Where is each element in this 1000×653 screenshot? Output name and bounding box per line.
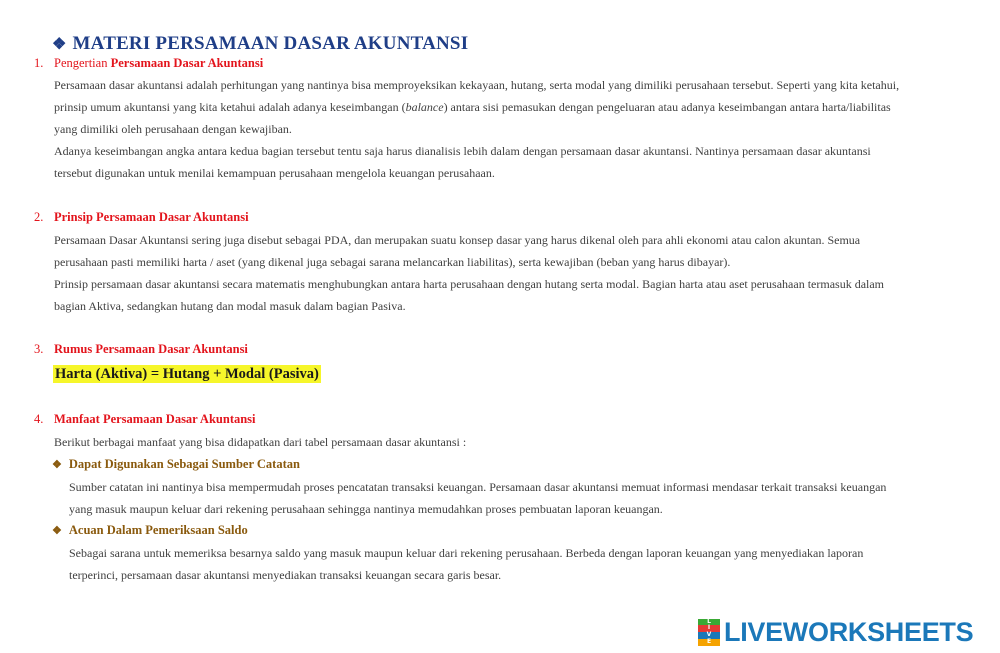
benefit-1-heading: [52, 457, 300, 472]
section-heading-text: Persamaan Dasar Akuntansi: [110, 56, 264, 70]
logo-text: LIVEWORKSHEETS: [724, 616, 974, 647]
paragraph-line: Persamaan Dasar Akuntansi sering juga disebut sebagai PDA, dan merupakan suatu konsep dasar yang harus dikenal oleh para ahli ekonomi atau calon akuntan. Semua: [54, 233, 861, 247]
logo-mark-letter: L: [698, 619, 720, 626]
diamond-bullet-icon: ❖: [52, 459, 62, 471]
diamond-bullet-icon: ❖: [52, 36, 67, 53]
section-heading-text: Prinsip Persamaan Dasar Akuntansi: [54, 210, 249, 224]
section-1-body: [54, 74, 969, 184]
liveworksheets-logo[interactable]: [698, 617, 973, 647]
paragraph-line: yang dimiliki oleh perusahaan dengan kewajiban.: [54, 122, 292, 136]
diamond-bullet-icon: ❖: [52, 525, 62, 537]
logo-mark-letter: E: [698, 639, 720, 646]
paragraph-line: Sumber catatan ini nantinya bisa mempermudah proses pencatatan transaksi keuangan. Persamaan dasar akuntansi memuat informasi mendasar terkait transaksi keuangan: [69, 480, 887, 494]
paragraph-line: terperinci, persamaan dasar akuntansi menyediakan transaksi keuangan secara garis besar.: [69, 568, 502, 582]
section-number: 2.: [34, 210, 44, 224]
benefit-2-heading: [52, 523, 248, 538]
italic-term: balance: [405, 100, 444, 114]
page-title: [52, 33, 468, 55]
paragraph-line: prinsip umum akuntansi yang kita ketahui adalah adanya keseimbangan (balance) antara sisi pemasukan dengan pengeluaran atau adanya keseimbangan antara harta/liabilitas: [54, 100, 891, 114]
section-2-body: [54, 229, 969, 317]
section-heading-text: Manfaat Persamaan Dasar Akuntansi: [54, 412, 256, 426]
formula-highlight: Harta (Aktiva) = Hutang + Modal (Pasiva): [55, 366, 319, 382]
paragraph-line: Prinsip persamaan dasar akuntansi secara matematis menghubungkan antara harta perusahaan dengan hutang serta modal. Bagian harta atau aset perusahaan termasuk dalam: [54, 277, 885, 291]
paragraph-line: Berikut berbagai manfaat yang bisa didapatkan dari tabel persamaan dasar akuntansi :: [54, 435, 467, 449]
benefit-2-body: [69, 542, 959, 586]
section-number: 4.: [34, 412, 44, 426]
section-4-intro: [54, 431, 969, 453]
benefit-heading-text: Acuan Dalam Pemeriksaan Saldo: [68, 523, 248, 537]
logo-mark-letter: V: [698, 632, 720, 639]
paragraph-line: Adanya keseimbangan angka antara kedua bagian tersebut tentu saja harus dianalisis lebih dalam dengan persamaan dasar akuntansi. Nantinya persamaan dasar akuntansi: [54, 144, 871, 158]
logo-mark-letter: I: [698, 625, 720, 632]
paragraph-line: tersebut digunakan untuk menilai kemampuan perusahaan mengelola keuangan perusahaan.: [54, 166, 495, 180]
logo-mark-icon: [698, 619, 720, 646]
paragraph-line: Persamaan dasar akuntansi adalah perhitungan yang nantinya bisa memproyeksikan kekayaan, hutang, serta modal yang dimiliki perusahaan tersebut. Seperti yang kita ketahui,: [54, 78, 900, 92]
section-heading-text: Rumus Persamaan Dasar Akuntansi: [54, 342, 248, 356]
paragraph-line: Sebagai sarana untuk memeriksa besarnya saldo yang masuk maupun keluar dari rekening perusahaan. Berbeda dengan laporan keuangan yang menyediakan laporan: [69, 546, 864, 560]
paragraph-line: bagian Aktiva, sedangkan hutang dan modal masuk dalam bagian Pasiva.: [54, 299, 406, 313]
section-number: 3.: [34, 342, 44, 356]
paragraph-line: perusahaan pasti memiliki harta / aset (yang dikenal juga sebagai sarana melancarkan liabilitas), serta kewajiban (beban yang harus dibayar).: [54, 255, 731, 269]
paragraph-line: yang masuk maupun keluar dari rekening perusahaan sehingga nantinya memudahkan proses pembuatan laporan keuangan.: [69, 502, 663, 516]
section-2-heading: [34, 210, 249, 225]
page-title-text: MATERI PERSAMAAN DASAR AKUNTANSI: [72, 33, 469, 54]
section-4-heading: [34, 412, 256, 427]
section-1-heading: [34, 56, 263, 71]
section-number: 1.: [34, 56, 44, 70]
benefit-heading-text: Dapat Digunakan Sebagai Sumber Catatan: [68, 457, 300, 471]
section-heading-prefix: Pengertian: [54, 56, 108, 70]
benefit-1-body: [69, 476, 959, 520]
section-3-heading: [34, 342, 248, 357]
